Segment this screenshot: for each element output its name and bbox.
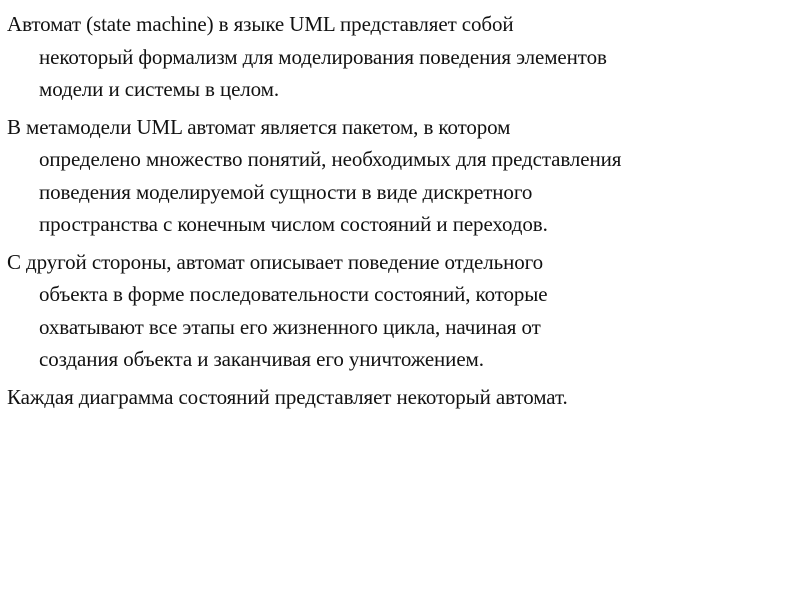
text-line: объекта в форме последовательности состояний, которые: [39, 282, 548, 306]
text-line: охватывают все этапы его жизненного цикла, начиная от: [39, 314, 541, 339]
paragraph-state-diagram: [7, 381, 790, 414]
text-line: Каждая диаграмма состояний представляет некоторый автомат.: [7, 384, 568, 409]
paragraph-metamodel: [7, 111, 790, 241]
text-line: Автомат (state machine) в языке UML представляет собой: [7, 12, 514, 36]
text-line: создания объекта и заканчивая его уничтожением.: [39, 347, 484, 371]
text-line: пространства с конечным числом состояний и переходов.: [39, 212, 548, 236]
text-line: поведения моделируемой сущности в виде дискретного: [39, 179, 533, 204]
paragraph-state-machine-definition: [7, 8, 790, 106]
text-line: С другой стороны, автомат описывает поведение отдельного: [7, 249, 544, 274]
text-line: В метамодели UML автомат является пакетом, в котором: [7, 114, 511, 139]
paragraph-object-behavior: [7, 246, 790, 376]
text-line: модели и системы в целом.: [39, 77, 280, 101]
text-line: определено множество понятий, необходимых для представления: [39, 147, 622, 171]
text-line: некоторый формализм для моделирования поведения элементов: [39, 44, 607, 69]
